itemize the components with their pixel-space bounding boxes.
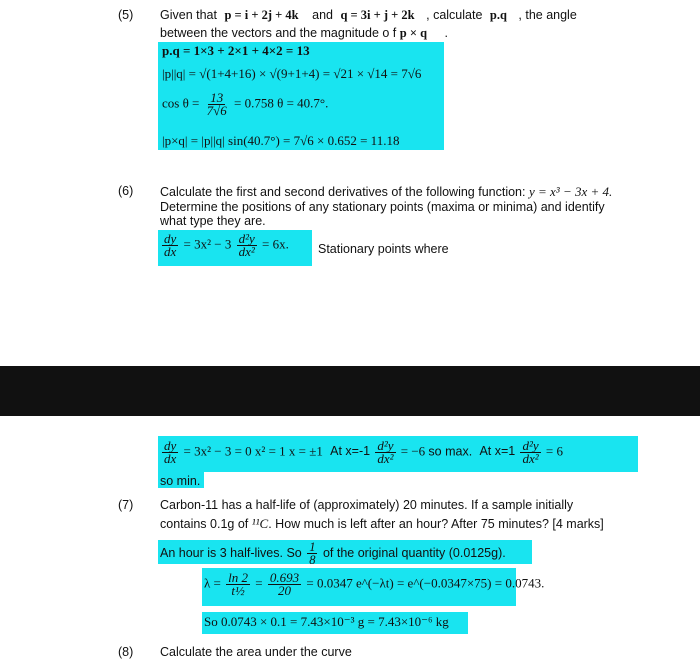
q7-number: (7)	[118, 498, 134, 512]
q6-cont-d2b-num: d²y	[522, 438, 539, 453]
q6-function: y = x³ − 3x + 4.	[528, 184, 613, 199]
q6-prompt-line3: what type they are.	[160, 214, 266, 228]
q6-cont-line	[160, 440, 563, 465]
q7-lambda-n2: 0.693	[269, 570, 300, 585]
q6-cont-d2b	[520, 440, 540, 465]
q6-cont-d1-num: dy	[164, 438, 177, 453]
q7-ans-frac-den: 8	[309, 553, 316, 567]
q6-prompt-line1	[160, 184, 612, 200]
q5-pq: p.q	[489, 8, 507, 22]
q5-cos-label: cos θ =	[162, 95, 200, 111]
q7-ans-frac-num: 1	[309, 540, 316, 554]
q6-d2-den: dx²	[238, 244, 255, 259]
q6-cont-rhs2: = −6	[400, 443, 426, 459]
q6-cont-d1	[162, 440, 178, 465]
q6-cont-at1: At x=-1	[330, 444, 371, 459]
q7-prompt-line1: Carbon-11 has a half-life of (approximately) 20 minutes. If a sample initially	[160, 498, 574, 512]
q5-prompt-line2	[160, 26, 448, 41]
q6-answer-derivatives	[160, 233, 289, 258]
q7-lambda-n1: ln 2	[228, 570, 249, 585]
q5-answer-cross: |p×q| = |p||q| sin(40.7°) = 7√6 × 0.652 = 11.18	[162, 133, 400, 148]
q5-prompt-given: Given that	[160, 8, 217, 22]
q6-d1-fraction	[162, 233, 178, 258]
q5-prompt-angle: , the angle	[518, 8, 577, 22]
q6-cont-rhs3: = 6	[545, 443, 563, 459]
q5-vector-p: p = i + 2j + 4k	[224, 8, 299, 22]
q6-prompt-line2: Determine the positions of any stationary points (maxima or minima) and identify	[160, 200, 605, 214]
q6-cont-d2a-num: d²y	[377, 438, 394, 453]
q7-eq: =	[255, 575, 263, 591]
q6-number: (6)	[118, 184, 134, 198]
q5-cos-denominator: 7√6	[206, 103, 227, 118]
q5-prompt-and: and	[312, 8, 333, 22]
q5-cos-fraction	[205, 92, 229, 117]
q6-d2-num: d²y	[238, 231, 255, 246]
q7-answer-line3: So 0.0743 × 0.1 = 7.43×10⁻³ g = 7.43×10⁻⁶ kg	[204, 614, 449, 629]
q7-answer-line1	[160, 541, 506, 566]
q5-answer-cos	[162, 92, 328, 117]
q6-cont-at2: At x=1	[479, 444, 516, 459]
q7-ans-quantity: of the original quantity (0.0125g).	[322, 545, 506, 560]
q5-vector-q: q = 3i + j + 2k	[340, 8, 415, 22]
q6-d1-num: dy	[164, 231, 177, 246]
q6-cont-rhs1: = 3x² − 3 = 0 x² = 1 x = ±1	[183, 443, 323, 459]
q7-lambda: λ =	[204, 575, 221, 591]
q7-lambda-d1: t½	[231, 583, 245, 598]
q6-cont-d1-den: dx	[164, 451, 177, 466]
q5-pxq: p × q	[399, 26, 428, 40]
q7-prompt-contains: contains 0.1g of	[160, 517, 249, 531]
q6-answer-tail: Stationary points where	[318, 242, 449, 256]
q5-cos-numerator: 13	[210, 90, 224, 105]
q5-prompt-line1	[160, 8, 577, 23]
q6-d1-rhs: = 3x² − 3	[183, 236, 232, 252]
q5-prompt-between: between the vectors and the magnitude o f	[160, 26, 397, 40]
q5-prompt-calc: , calculate	[426, 8, 483, 22]
q8-prompt-line1: Calculate the area under the curve	[160, 645, 352, 659]
q5-number: (5)	[118, 8, 134, 22]
q7-ans-halflives: An hour is 3 half-lives. So	[160, 545, 302, 560]
q7-lambda-d2: 20	[277, 583, 291, 598]
q6-d2-rhs: = 6x.	[262, 236, 289, 252]
q6-cont-d2a	[375, 440, 395, 465]
q6-prompt-calc: Calculate the first and second derivatives of the following function:	[160, 185, 526, 199]
q8-number: (8)	[118, 645, 134, 659]
q7-prompt-line2	[160, 516, 604, 532]
q6-d1-den: dx	[164, 244, 177, 259]
q5-cos-result: = 0.758 θ = 40.7°.	[234, 95, 329, 111]
q5-answer-dot-product: p.q = 1×3 + 2×1 + 4×2 = 13	[162, 43, 310, 58]
q7-ans-fraction	[307, 541, 317, 566]
page-separator	[0, 366, 700, 416]
q6-cont-d2a-den: dx²	[377, 451, 394, 466]
q6-cont-min: so min.	[160, 474, 201, 488]
q7-isotope: ¹¹C	[251, 516, 269, 531]
q7-answer-line2	[204, 572, 544, 597]
q6-d2-fraction	[237, 233, 257, 258]
q6-cont-max: so max.	[428, 444, 473, 459]
q7-lambda-frac1	[226, 572, 250, 597]
q7-lambda-rest: = 0.0347 e^(−λt) = e^(−0.0347×75) = 0.0743.	[306, 575, 545, 591]
q7-lambda-frac2	[268, 572, 301, 597]
q5-answer-magnitudes: |p||q| = √(1+4+16) × √(9+1+4) = √21 × √14 = 7√6	[162, 66, 422, 81]
q7-prompt-rest: . How much is left after an hour? After 75 minutes? [4 marks]	[268, 517, 604, 531]
q6-cont-d2b-den: dx²	[522, 451, 539, 466]
q5-prompt-dot: .	[444, 26, 449, 40]
